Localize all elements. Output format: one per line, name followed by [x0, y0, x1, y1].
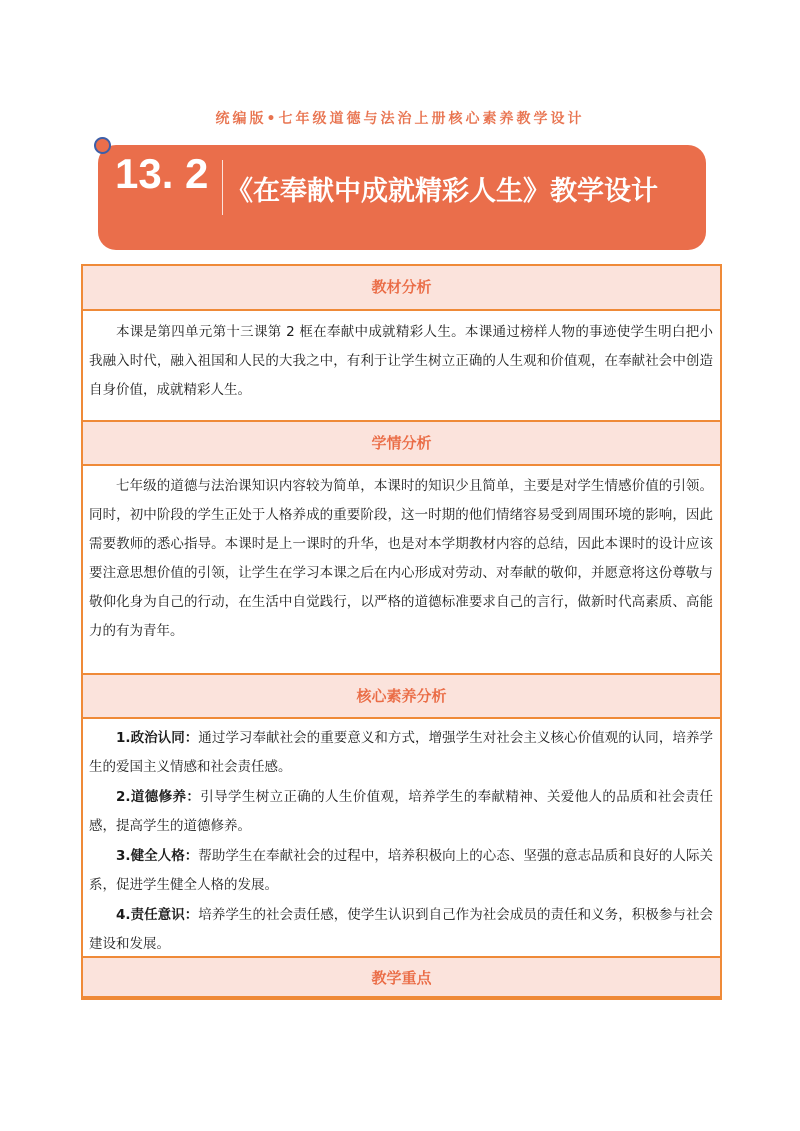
- section-text-material: 本课是第四单元第十三课第 2 框在奉献中成就精彩人生。本课通过榜样人物的事迹使学生明白把小我融入时代，融入祖国和人民的大我之中，有利于让学生树立正确的人生观和价值观，在奉献社会中创造自身价值，成就精彩人生。: [89, 324, 713, 398]
- literacy-item-text: 帮助学生在奉献社会的过程中，培养积极向上的心态、坚强的意志品质和良好的人际关系，促进学生健全人格的发展。: [89, 848, 713, 893]
- literacy-item-text: 引导学生树立正确的人生价值观，培养学生的奉献精神、关爱他人的品质和社会责任感，提高学生的道德修养。: [89, 789, 713, 834]
- lesson-design-table: [81, 264, 722, 1000]
- section-text-students: 七年级的道德与法治课知识内容较为简单，本课时的知识少且简单，主要是对学生情感价值的引领。同时，初中阶段的学生正处于人格养成的重要阶段，这一时期的他们情绪容易受到周围环境的影响，因此需要教师的悉心指导。本课时是上一课时的升华，也是对本学期教材内容的总结，因此本课时的设计应该要注意思想价值的引领，让学生在学习本课之后在内心形成对劳动、对奉献的敬仰，并愿意将这份尊敬与敬仰化身为自己的行动，在生活中自觉践行，以严格的道德标准要求自己的言行，做新时代高素质、高能力的有为青年。: [89, 478, 713, 639]
- section-heading-core-literacy: 核心素养分析: [83, 673, 720, 719]
- page-title: 《在奉献中成就精彩人生》教学设计: [226, 176, 658, 207]
- literacy-item: [89, 901, 713, 959]
- section-heading-students: 学情分析: [83, 420, 720, 466]
- literacy-item-label: 4.责任意识：: [116, 907, 199, 923]
- section-heading-key-points: 教学重点: [83, 956, 720, 998]
- literacy-item-label: 1.政治认同：: [116, 730, 199, 746]
- literacy-item-text: 通过学习奉献社会的重要意义和方式，增强学生对社会主义核心价值观的认同，培养学生的爱国主义情感和社会责任感。: [89, 730, 713, 775]
- decorative-dot-icon: [94, 137, 111, 154]
- literacy-item-label: 3.健全人格：: [116, 848, 199, 864]
- literacy-item: [89, 724, 713, 782]
- literacy-item: [89, 783, 713, 841]
- literacy-item: [89, 842, 713, 900]
- lesson-number: 13. 2: [115, 150, 209, 197]
- banner-divider: [222, 160, 223, 215]
- literacy-item-text: 培养学生的社会责任感，使学生认识到自己作为社会成员的责任和义务，积极参与社会建设和发展。: [89, 907, 713, 952]
- section-heading-material: 教材分析: [83, 266, 720, 311]
- literacy-item-label: 2.道德修养：: [116, 789, 201, 805]
- series-header: 统编版•七年级道德与法治上册核心素养教学设计: [215, 111, 585, 127]
